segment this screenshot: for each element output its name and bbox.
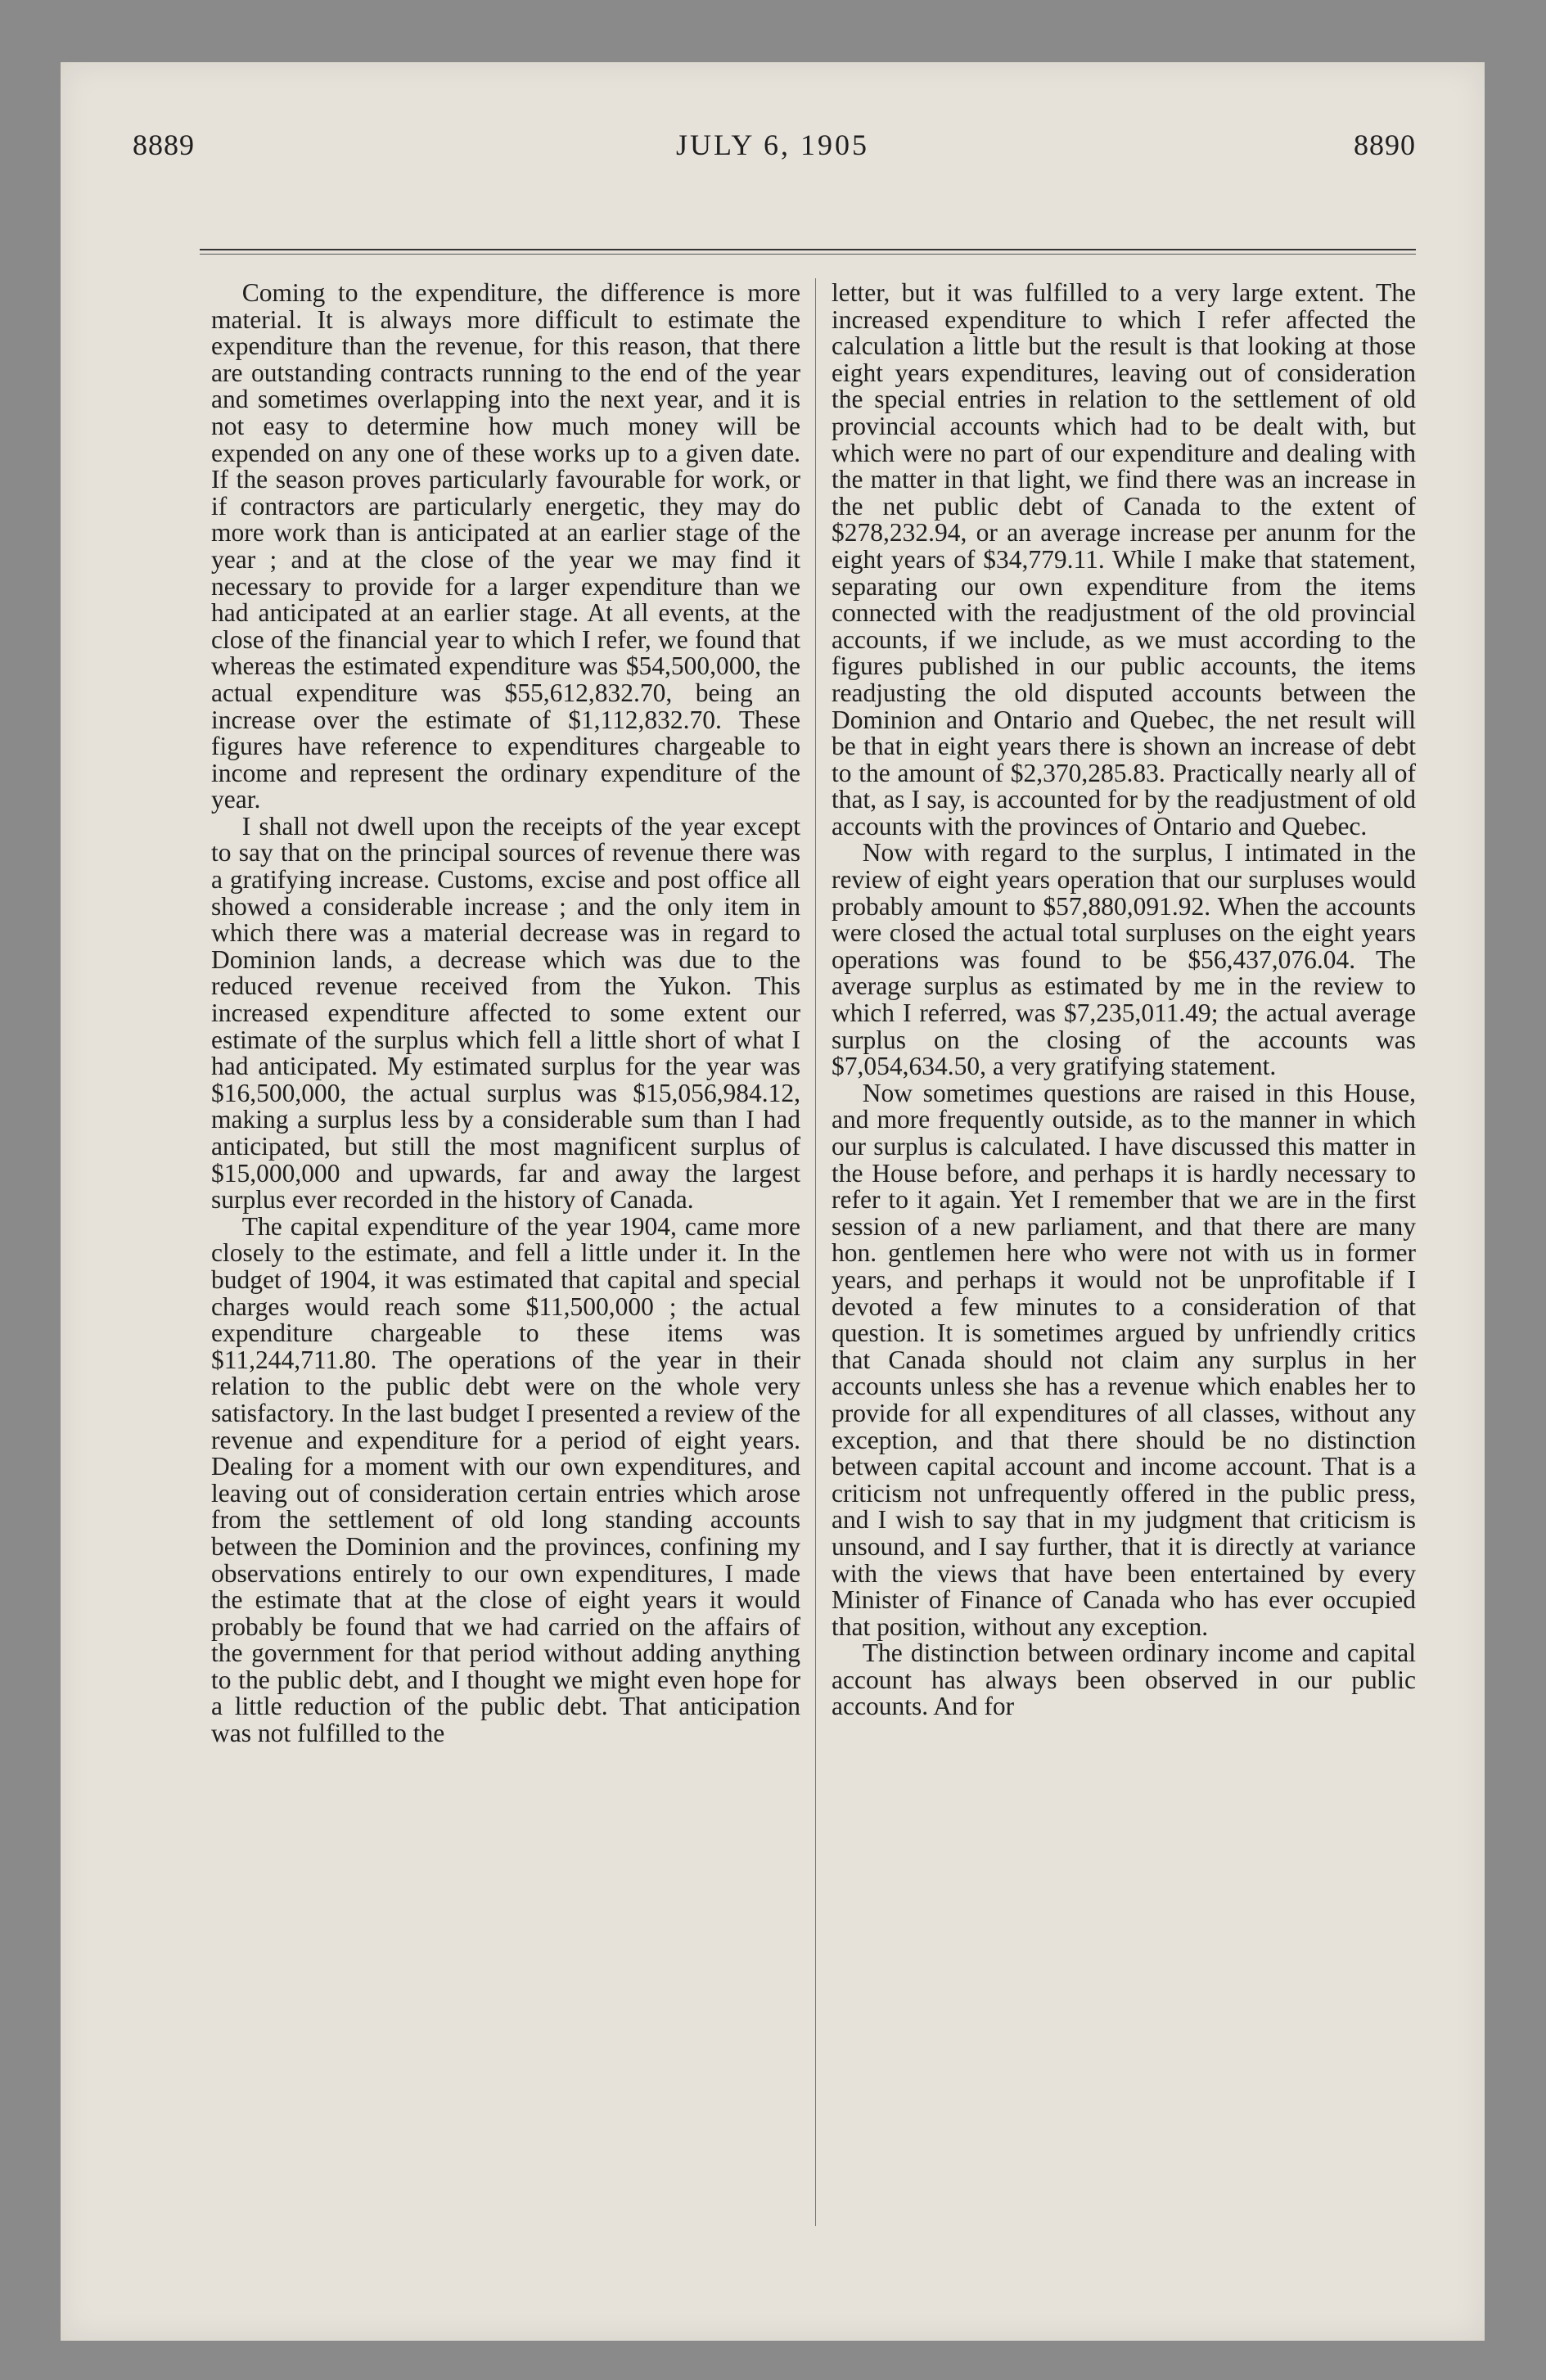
header-rule: [200, 249, 1416, 250]
header-rule-thin: [200, 254, 1416, 255]
column-divider: [815, 278, 816, 2226]
paragraph: I shall not dwell upon the receipts of the year except to say that on the principal sources of revenue there was a gratifying increase. Customs, excise and post office all showed a considerable increase ; and the only item in which there was a material decrease was in regard to Dominion lands, a decrease which was due to the reduced revenue received from the Yukon. This increased expenditure affected to some extent our estimate of the surplus which fell a little short of what I had anticipated. My estimated surplus for the year was $16,500,000, the actual surplus was $15,056,984.12, making a surplus less by a considerable sum than I had anticipated, but still the most magnificent surplus of $15,000,000 and upwards, far and away the largest surplus ever recorded in the history of Canada.: [211, 811, 800, 1215]
paragraph: Now with regard to the surplus, I intimated in the review of eight years operation that our surpluses would probably amount to $57,880,091.92. When the accounts were closed the actual total surpluses on the eight years operations was found to be $56,437,076.04. The average surplus as estimated by me in the review to which I referred, was $7,235,011.49; the actual average surplus on the closing of the accounts was $7,054,634.50, a very gratifying statement.: [832, 838, 1416, 1081]
paragraph: The distinction between ordinary income and capital account has always been observed in our public accounts. And for: [832, 1639, 1416, 1721]
hansard-page: [129, 123, 1416, 2267]
paragraph: letter, but it was fulfilled to a very large extent. The increased expenditure to which I refer affected the calculation a little but the result is that looking at those eight years expenditures, leaving out of consideration the special entries in relation to the settlement of old provincial accounts which had to be dealt with, but which were no part of our expenditure and dealing with the matter in that light, we find there was an increase in the net public debt of Canada to the extent of $278,232.94, or an average increase per anunm for the eight years of $34,779.11. While I make that statement, separating our own expenditure from the items connected with the readjustment of the old provincial accounts, if we include, as we must according to the figures published in our public accounts, the items readjusting the old disputed accounts between the Dominion and Ontario and Quebec, the net result will be that in eight years there is shown an increase of debt to the amount of $2,370,285.83. Practically nearly all of that, as I say, is accounted for by the readjustment of old accounts with the provinces of Ontario and Quebec.: [832, 278, 1416, 841]
left-page-number: 8889: [133, 128, 195, 161]
paragraph: Now sometimes questions are raised in this House, and more frequently outside, as to the manner in which our surplus is calculated. I have discussed this matter in the House before, and perhaps it is hardly necessary to refer to it again. Yet I remember that we are in the first session of a new parliament, and that there are many hon. gentlemen here who were not with us in former years, and perhaps it would not be unprofitable if I devoted a few minutes to a consideration of that question. It is sometimes argued by unfriendly critics that Canada should not claim any surplus in her accounts unless she has a revenue which enables her to provide for all expenditures of all classes, without any exception, and that there should be no distinction between capital account and income account. That is a criticism not unfrequently offered in the public press, and I wish to say that in my judgment that criticism is unsound, and I say further, that it is directly at variance with the views that have been entertained by every Minister of Finance of Canada who has ever occupied that position, without any exception.: [832, 1078, 1416, 1641]
paragraph: Coming to the expenditure, the difference is more material. It is always more difficult to estimate the expenditure than the revenue, for this reason, that there are outstanding contracts running to the end of the year and sometimes overlapping into the next year, and it is not easy to determine how much money will be expended on any one of these works up to a given date. If the season proves particularly favourable for work, or if contractors are particularly energetic, they may do more work than is anticipated at an earlier stage of the year ; and at the close of the year we may find it necessary to provide for a larger expenditure than we had anticipated at an earlier stage. At all events, at the close of the financial year to which I refer, we found that whereas the estimated expenditure was $54,500,000, the actual expenditure was $55,612,832.70, being an increase over the estimate of $1,112,832.70. These figures have reference to expenditures chargeable to income and represent the ordinary expenditure of the year.: [211, 278, 800, 814]
page-date: JULY 6, 1905: [675, 128, 870, 161]
left-column: [211, 280, 800, 1747]
right-page-number: 8890: [1354, 128, 1416, 161]
page-header: [129, 123, 1416, 172]
paragraph: The capital expenditure of the year 1904, came more closely to the estimate, and fell a little under it. In the budget of 1904, it was estimated that capital and special charges would reach some $11,500,000 ; the actual expenditure chargeable to these items was $11,244,711.80. The operations of the year in their relation to the public debt were on the whole very satisfactory. In the last budget I presented a review of the revenue and expenditure for a period of eight years. Dealing for a moment with our own expenditures, and leaving out of consideration certain entries which arose from the settlement of old long standing accounts between the Dominion and the provinces, confining my observations entirely to our own expenditures, I made the estimate that at the close of eight years it would probably be found that we had carried on the affairs of the government for that period without adding anything to the public debt, and I thought we might even hope for a little reduction of the public debt. That anticipation was not fulfilled to the: [211, 1211, 800, 1748]
right-column: [832, 280, 1416, 1720]
scanned-page: [61, 62, 1485, 2341]
